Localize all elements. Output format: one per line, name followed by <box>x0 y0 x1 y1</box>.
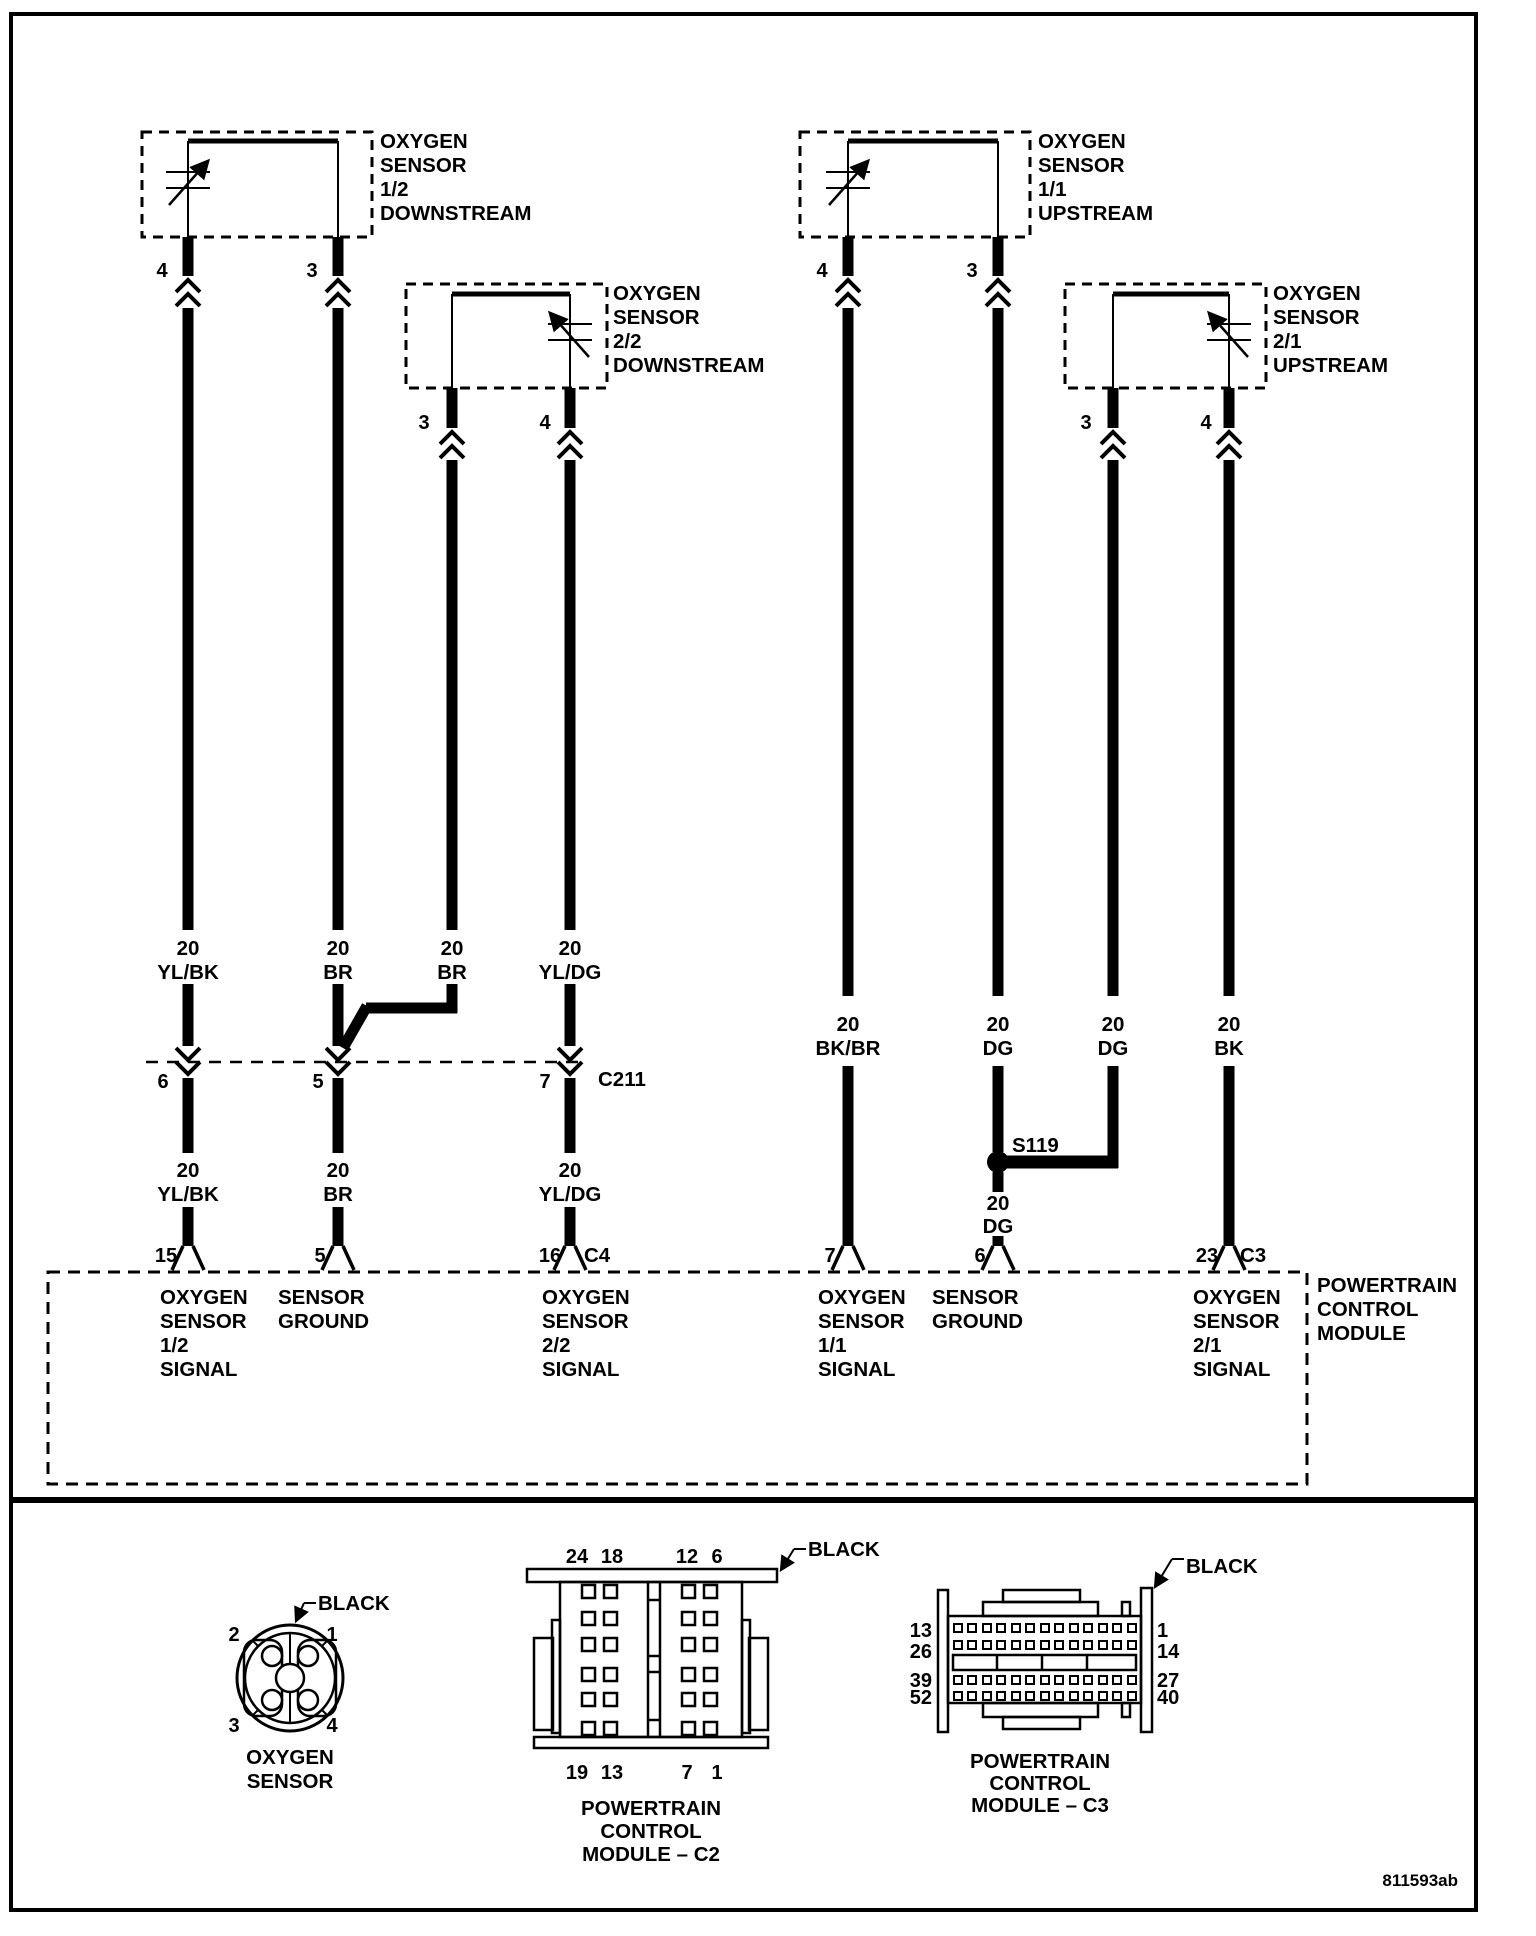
pin-number: 3 <box>418 412 430 434</box>
connector-caption: CONTROL <box>989 1772 1091 1795</box>
pcm-name-line: POWERTRAIN <box>1317 1274 1458 1297</box>
signal-line: GROUND <box>932 1310 1024 1333</box>
pin-number: 13 <box>909 1620 932 1642</box>
wire-color: DG <box>982 1037 1014 1060</box>
wire-gauge: 20 <box>986 1013 1010 1036</box>
signal-line: OXYGEN <box>1193 1286 1281 1309</box>
pin-number: 24 <box>565 1546 589 1568</box>
wire-color: YL/BK <box>157 961 219 984</box>
pin-number: 4 <box>156 260 168 282</box>
connector-caption: SENSOR <box>246 1770 334 1793</box>
pin-number: 18 <box>600 1546 624 1568</box>
signal-line: SENSOR <box>932 1286 1019 1309</box>
signal-line: SIGNAL <box>160 1358 238 1381</box>
signal-line: SENSOR <box>542 1310 629 1333</box>
sensor-label: OXYGEN <box>613 282 701 305</box>
sensor-label: DOWNSTREAM <box>380 202 532 225</box>
black-callout-arrow <box>1155 1559 1172 1587</box>
signal-line: GROUND <box>278 1310 370 1333</box>
pin-number: 6 <box>157 1071 169 1093</box>
signal-line: SENSOR <box>278 1286 365 1309</box>
wire-color: BK/BR <box>815 1037 881 1060</box>
pin-number: 23 <box>1195 1245 1219 1267</box>
pin-number: 4 <box>539 412 551 434</box>
pin-number: 3 <box>306 260 318 282</box>
pcm-signal-label-1-2 <box>160 1286 248 1381</box>
diagram-code: 811593ab <box>1382 1871 1458 1890</box>
sensor-label: UPSTREAM <box>1038 202 1154 225</box>
sensor-label: SENSOR <box>613 306 700 329</box>
signal-line: 1/1 <box>818 1334 847 1357</box>
signal-line: 2/2 <box>542 1334 571 1357</box>
sensor-label: 1/2 <box>380 178 409 201</box>
signal-line: OXYGEN <box>160 1286 248 1309</box>
pin-number: 3 <box>1080 412 1092 434</box>
connector-color-tag: BLACK <box>318 1592 390 1615</box>
pcm-name-line: MODULE <box>1317 1322 1406 1345</box>
splice-label: S119 <box>1012 1134 1059 1157</box>
c3-pin-grid <box>954 1624 1136 1700</box>
wire-o2-2-1-signal <box>1213 388 1245 1270</box>
pin-number: 7 <box>539 1071 551 1093</box>
connector-caption: POWERTRAIN <box>580 1797 722 1820</box>
wire-gauge: 20 <box>1217 1013 1241 1036</box>
wire-color: BR <box>323 1183 353 1206</box>
black-callout-arrow <box>296 1603 304 1621</box>
wire-color: BR <box>437 961 467 984</box>
connector-ref: C4 <box>584 1244 611 1267</box>
pin-number: 4 <box>1200 412 1212 434</box>
pin-number: 19 <box>565 1762 589 1784</box>
pin-number: 7 <box>681 1762 693 1784</box>
pin-number: 27 <box>1157 1670 1180 1692</box>
signal-line: 2/1 <box>1193 1334 1222 1357</box>
pin-number: 2 <box>228 1624 240 1646</box>
wire-gauge: 20 <box>440 937 464 960</box>
wire-color: YL/BK <box>157 1183 219 1206</box>
signal-line: SIGNAL <box>542 1358 620 1381</box>
pcm-name-label <box>1317 1274 1457 1345</box>
sensor-label: OXYGEN <box>1273 282 1361 305</box>
pin-number: 40 <box>1157 1687 1180 1709</box>
signal-line: SENSOR <box>818 1310 905 1333</box>
wire-gauge: 20 <box>986 1192 1010 1215</box>
connector-ref: C3 <box>1240 1244 1267 1267</box>
sensor-label: 2/2 <box>613 330 642 353</box>
wire-gauge: 20 <box>326 1159 350 1182</box>
pin-number: 15 <box>154 1245 178 1267</box>
pin-number: 39 <box>909 1670 932 1692</box>
wire-gauge: 20 <box>836 1013 860 1036</box>
wire-labels-lower <box>157 1159 1013 1238</box>
signal-line: SIGNAL <box>818 1358 896 1381</box>
pin-number: 1 <box>326 1624 338 1646</box>
pcm-c3-connector-face <box>910 1555 1258 1817</box>
sensor-label: 1/1 <box>1038 178 1067 201</box>
oxygen-sensor-2-2-box <box>406 282 764 434</box>
wire-color: DG <box>1097 1037 1129 1060</box>
wire-sensor-ground-left <box>322 237 354 1270</box>
wire-gauge: 20 <box>1101 1013 1125 1036</box>
pcm-signal-label-2-2 <box>542 1286 630 1381</box>
wire-gauge: 20 <box>558 1159 582 1182</box>
pcm-name-line: CONTROL <box>1317 1298 1419 1321</box>
connector-color-tag: BLACK <box>808 1538 880 1561</box>
wire-color: BR <box>323 961 353 984</box>
pin-number: 4 <box>816 260 828 282</box>
pin-number: 52 <box>909 1687 932 1709</box>
connector-color-tag: BLACK <box>1186 1555 1258 1578</box>
wire-o2-2-2-signal <box>554 388 586 1270</box>
pin-number: 6 <box>711 1546 723 1568</box>
sensor-label: OXYGEN <box>1038 130 1126 153</box>
connector-caption: MODULE – C3 <box>971 1794 1109 1817</box>
pin-number: 5 <box>312 1071 324 1093</box>
connector-caption: OXYGEN <box>246 1746 334 1769</box>
pin-number: 1 <box>1157 1620 1169 1642</box>
c2-pin-grid <box>582 1585 717 1735</box>
pin-number: 13 <box>600 1762 624 1784</box>
sensor-label: SENSOR <box>380 154 467 177</box>
wire-gauge: 20 <box>176 1159 200 1182</box>
powertrain-control-module-box <box>48 1244 1457 1484</box>
wire-color: DG <box>982 1215 1014 1238</box>
pcm-signal-label-2-1 <box>1193 1286 1281 1381</box>
signal-line: 1/2 <box>160 1334 189 1357</box>
wire-gauge: 20 <box>326 937 350 960</box>
wire-o2-1-2-signal <box>172 237 204 1270</box>
sensor-label: SENSOR <box>1273 306 1360 329</box>
wire-labels-upper <box>157 937 1244 1060</box>
wire-gauge: 20 <box>176 937 200 960</box>
signal-line: SENSOR <box>1193 1310 1280 1333</box>
connector-caption: CONTROL <box>600 1820 702 1843</box>
pin-number: 16 <box>538 1245 562 1267</box>
signal-line: SENSOR <box>160 1310 247 1333</box>
sensor-label: SENSOR <box>1038 154 1125 177</box>
sensor-label: UPSTREAM <box>1273 354 1389 377</box>
signal-line: OXYGEN <box>542 1286 630 1309</box>
pin-number: 6 <box>974 1245 986 1267</box>
signal-line: OXYGEN <box>818 1286 906 1309</box>
oxygen-sensor-connector-face <box>228 1592 389 1793</box>
sensor-label: DOWNSTREAM <box>613 354 765 377</box>
black-callout-arrow <box>781 1549 794 1570</box>
wire-color: YL/DG <box>538 961 602 984</box>
pin-number: 7 <box>824 1245 836 1267</box>
wire-color: BK <box>1214 1037 1244 1060</box>
pin-number: 5 <box>314 1245 326 1267</box>
connector-caption: POWERTRAIN <box>969 1750 1111 1773</box>
pin-number: 3 <box>228 1715 240 1737</box>
connector-label: C211 <box>598 1068 646 1091</box>
pin-number: 3 <box>966 260 978 282</box>
pcm-signal-label-1-1 <box>818 1286 906 1381</box>
pin-number: 4 <box>326 1715 338 1737</box>
wire-sensor-ground-right <box>982 237 1014 1270</box>
pin-number: 1 <box>711 1762 723 1784</box>
sensor-label: 2/1 <box>1273 330 1302 353</box>
pcm-signal-label-ground-left <box>278 1286 369 1333</box>
wire-o2-1-1-signal <box>832 237 864 1270</box>
sensor-label: OXYGEN <box>380 130 468 153</box>
pcm-c2-connector-face <box>527 1538 880 1866</box>
wire-gauge: 20 <box>558 937 582 960</box>
connector-caption: MODULE – C2 <box>582 1843 720 1866</box>
signal-line: SIGNAL <box>1193 1358 1271 1381</box>
wire-color: YL/DG <box>538 1183 602 1206</box>
pcm-signal-label-ground-right <box>932 1286 1023 1333</box>
pin-number: 12 <box>675 1546 699 1568</box>
pin-number: 26 <box>909 1641 932 1663</box>
pin-number: 14 <box>1157 1641 1180 1663</box>
